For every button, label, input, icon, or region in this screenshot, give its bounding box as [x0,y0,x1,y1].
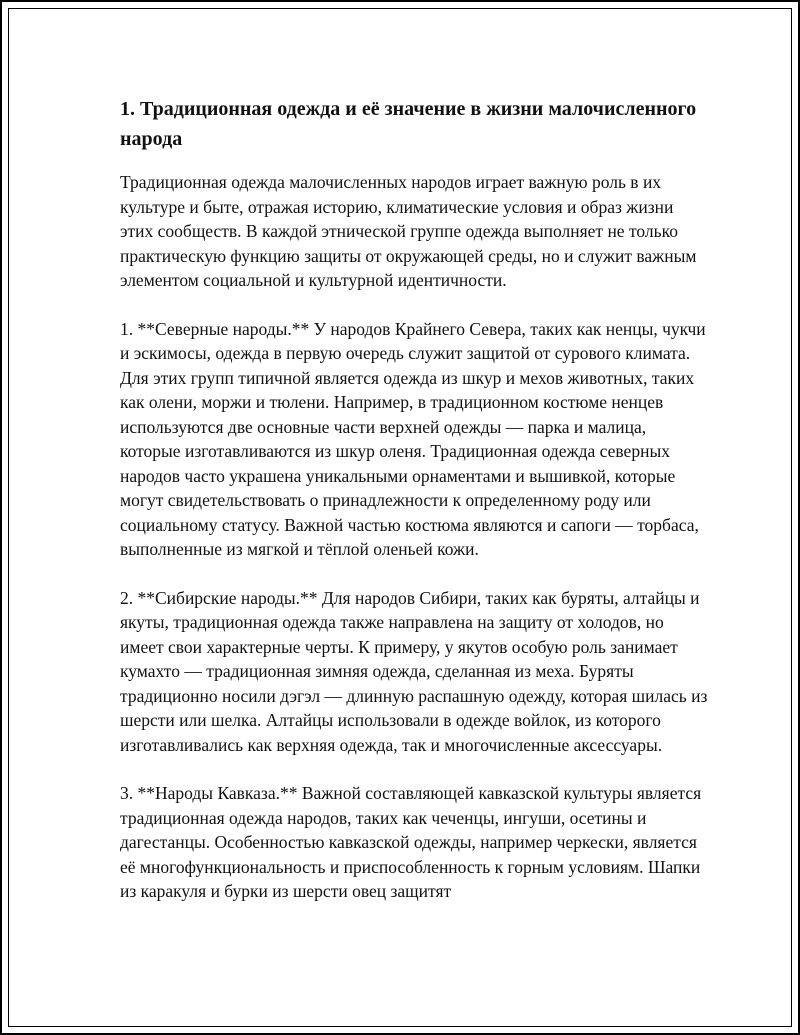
document-title: 1. Традиционная одежда и её значение в жизни малочисленного народа [120,98,697,150]
northern-peoples-paragraph: 1. **Северные народы.** У народов Крайнего Севера, таких как ненцы, чукчи и эскимосы, одежда в первую очередь служит защитой от сурового климата. Для этих групп типичной является одежда из шкур и мехов животных, таких как олени, моржи и тюлени. Например, в традиционном костюме ненцев используются две основные части верхней одежды — парка и малица, которые изготавливаются из шкур оленя. Традиционная одежда северных народов часто украшена уникальными орнаментами и вышивкой, которые могут свидетельствовать о принадлежности к определенному роду или социальному статусу. Важной частью костюма являются и сапоги — торбаса, выполненные из мягкой и тёплой оленьей кожи. [120,318,706,559]
siberian-peoples-paragraph: 2. **Сибирские народы.** Для народов Сибири, таких как буряты, алтайцы и якуты, традиционная одежда также направлена на защиту от холодов, но имеет свои характерные черты. К примеру, у якутов особую роль занимает кумахто — традиционная зимняя одежда, сделанная из меха. Буряты традиционно носили дэгэл — длинную распашную одежду, которая шилась из шерсти или шелка. Алтайцы использовали в одежде войлок, из которого изготавливались как верхняя одежда, так и многочисленные аксессуары. [120,587,708,755]
document-body [120,94,710,928]
intro-paragraph: Традиционная одежда малочисленных народов играет важную роль в их культуре и быте, отражая историю, климатические условия и образ жизни этих сообществ. В каждой этнической группе одежда выполняет не только практическую функцию защиты от окружающей среды, но и служит важным элементом социальной и культурной идентичности. [120,172,697,290]
caucasus-peoples-paragraph: 3. **Народы Кавказа.** Важной составляющей кавказской культуры является традиционная одежда народов, таких как чеченцы, ингуши, осетины и дагестанцы. Особенностью кавказской одежды, например черкески, является её многофункциональность и приспособленность к горным условиям. Шапки из каракуля и бурки из шерсти овец защитят [120,783,702,901]
page [8,8,792,1027]
